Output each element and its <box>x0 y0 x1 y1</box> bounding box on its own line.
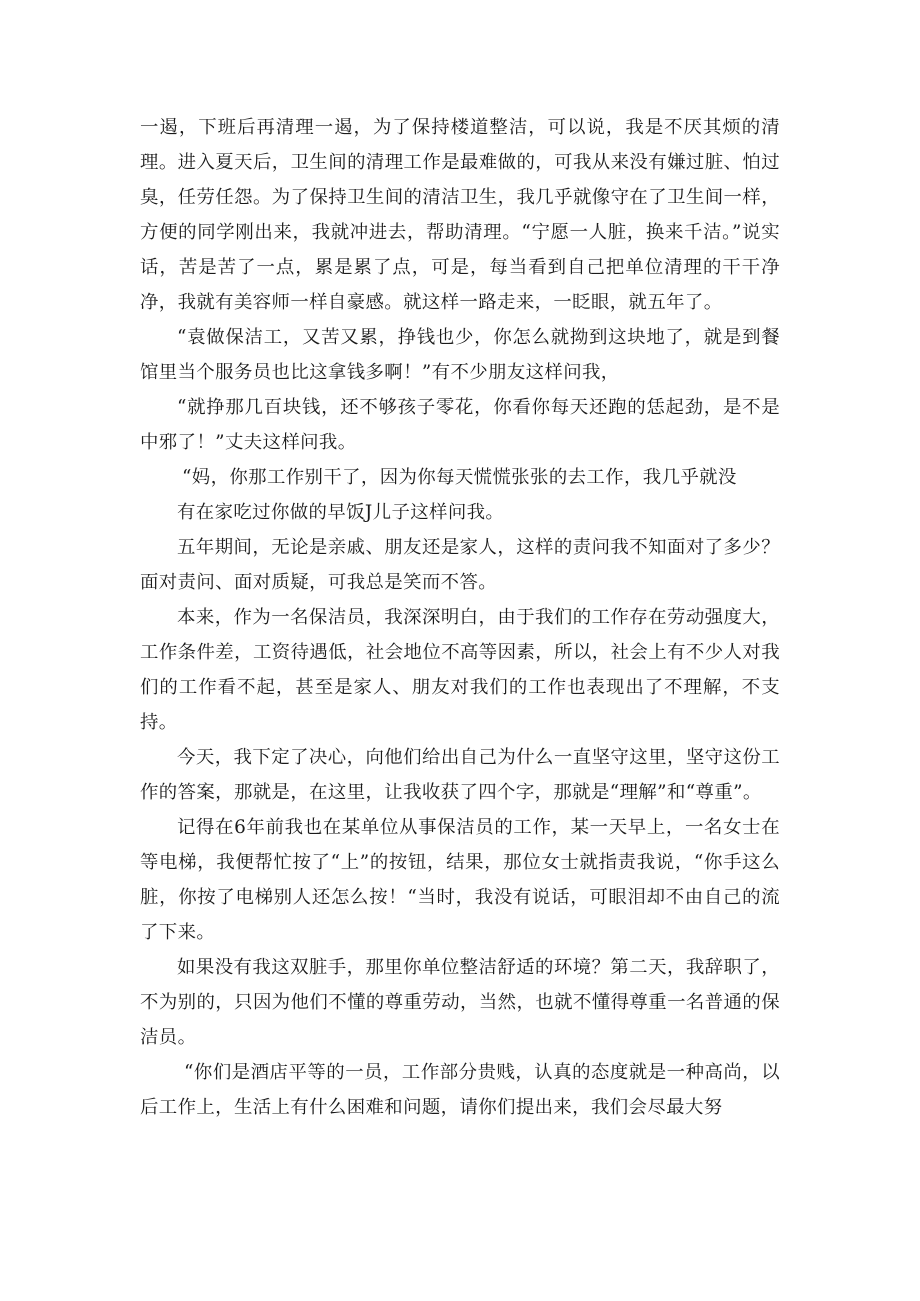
paragraph-hotel-quote: “你们是酒店平等的一员，工作部分贵贱，认真的态度就是一种高尚，以后工作上，生活上有什么困难和问题，请你们提出来，我们会尽最大努 <box>140 1062 780 1118</box>
paragraph-elevator-memory: 记得在6年前我也在某单位从事保洁员的工作，某一天早上，一名女士在等电梯，我便帮忙按了“上”的按钮，结果，那位女士就指责我说，“你手这么脏，你按了电梯别人还怎么按！“当时，我没有说话，可眼泪却不由自己的流了下来。 <box>140 817 780 943</box>
body-text <box>140 110 780 1125</box>
paragraph-five-years: 五年期间，无论是亲戚、朋友还是家人，这样的责问我不知面对了多少？面对责问、面对质疑，可我总是笑而不答。 <box>140 537 780 593</box>
paragraph-husband-question: “就挣那几百块钱，还不够孩子零花，你看你每天还跑的恁起劲，是不是中邪了！”丈夫这样问我。 <box>140 397 780 453</box>
paragraph-friends-question: “袁做保洁工，又苦又累，挣钱也少，你怎么就拗到这块地了，就是到餐馆里当个服务员也比这拿钱多啊！”有不少朋友这样问我， <box>140 327 780 383</box>
paragraph-cleaner-status: 本来，作为一名保洁员，我深深明白，由于我们的工作存在劳动强度大，工作条件差，工资待遇低，社会地位不高等因素，所以，社会上有不少人对我们的工作看不起，甚至是家人、朋友对我们的工作也表现出了不理解，不支持。 <box>140 607 780 733</box>
paragraph-son-question-continued: 有在家吃过你做的早饭J儿子这样问我。 <box>177 502 505 523</box>
paragraph-resignation: 如果没有我这双脏手，那里你单位整洁舒适的环境？第二天，我辞职了，不为别的，只因为他们不懂的尊重劳动，当然，也就不懂得尊重一名普通的保洁员。 <box>140 957 780 1048</box>
paragraph-answer: 今天，我下定了决心，向他们给出自己为什么一直坚守这里，坚守这份工作的答案，那就是，在这里，让我收获了四个字，那就是“理解”和“尊重”。 <box>140 747 780 803</box>
paragraph-son-question: “妈，你那工作别干了，因为你每天慌慌张张的去工作，我几乎就没 <box>182 467 737 488</box>
paragraph-cleaning-routine: 一遏，下班后再清理一遏，为了保持楼道整洁，可以说，我是不厌其烦的清理。进入夏天后，卫生间的清理工作是最难做的，可我从来没有嫌过脏、怕过臭，任劳任怨。为了保持卫生间的清洁卫生，我几乎就像守在了卫生间一样，方便的同学刚出来，我就冲进去，帮助清理。“宁愿一人脏，换来千洁。”说实话，苦是苦了一点，累是累了点，可是，每当看到自己把单位清理的干干净净，我就有美容师一样自豪感。就这样一路走来，一眨眼，就五年了。 <box>140 117 780 313</box>
